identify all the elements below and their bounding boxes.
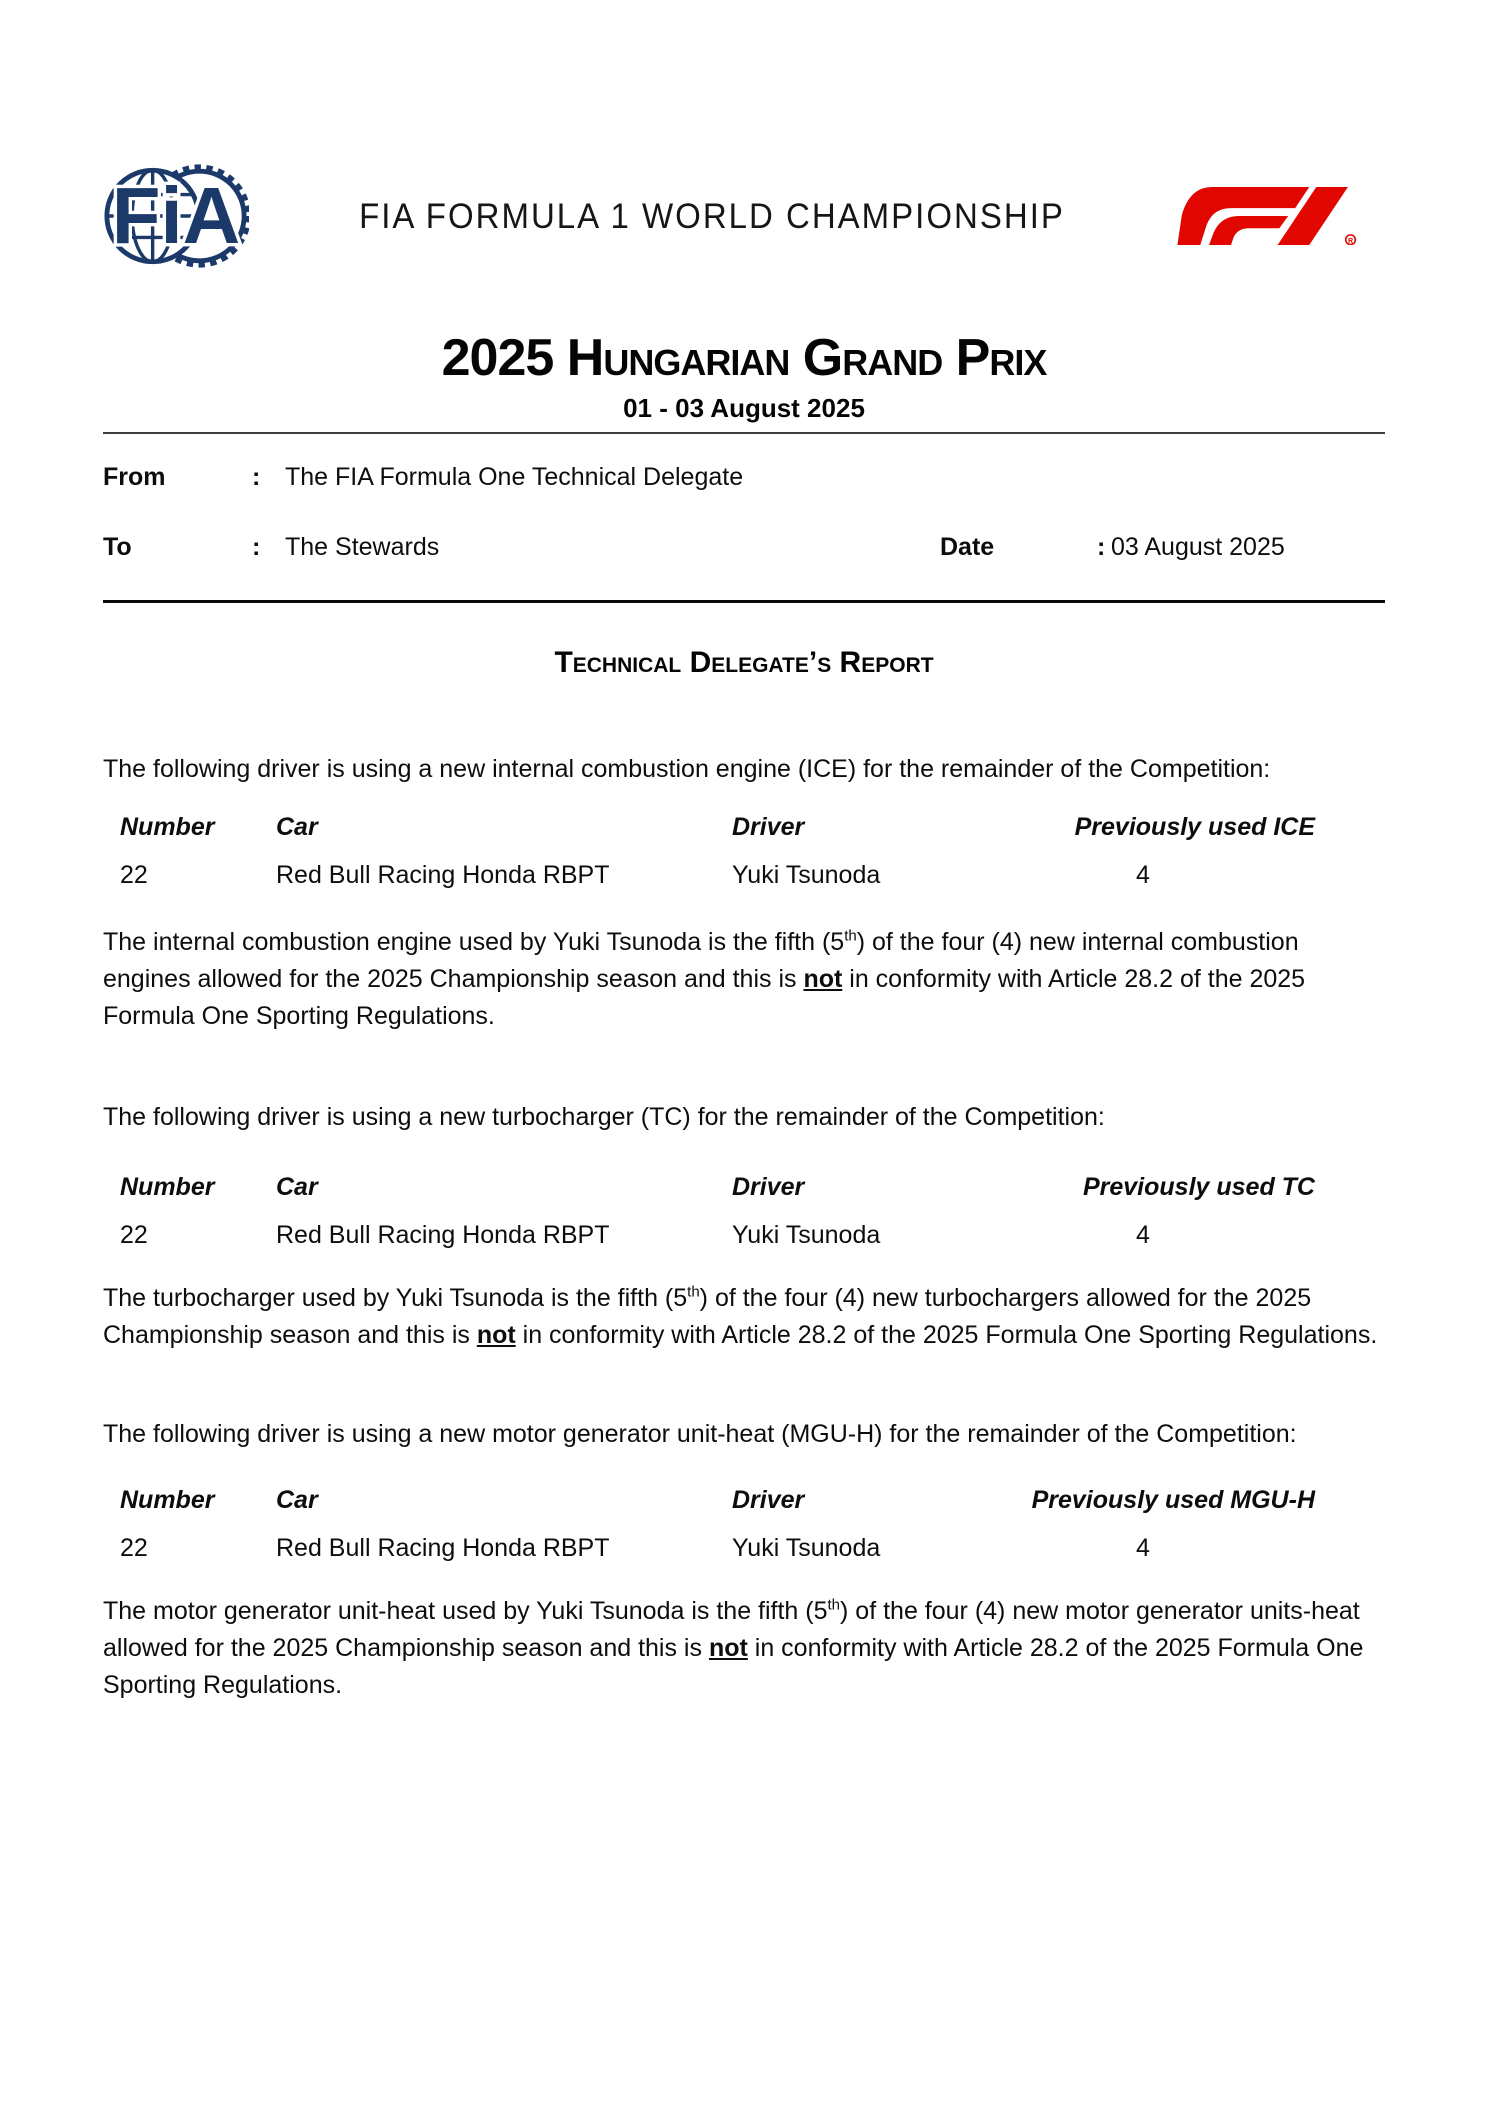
cell-number: 22 <box>120 1221 148 1249</box>
from-value: The FIA Formula One Technical Delegate <box>285 463 744 491</box>
from-label: From <box>103 463 166 491</box>
detail-text: The motor generator unit-heat used by Yuki Tsunoda is the fifth (5 <box>103 1597 828 1625</box>
registered-mark: R <box>1348 237 1354 245</box>
column-header-number: Number <box>120 1486 215 1514</box>
event-dates: 01 - 03 August 2025 <box>623 393 865 423</box>
fia-logo-icon <box>103 150 249 282</box>
to-label: To <box>103 533 132 561</box>
mguh-table <box>120 1485 1315 1563</box>
not-emphasis: not <box>476 1321 516 1349</box>
column-header-driver: Driver <box>732 813 805 841</box>
tc-table <box>120 1172 1315 1250</box>
column-header-car: Car <box>276 1486 318 1514</box>
cell-driver: Yuki Tsunoda <box>732 861 881 889</box>
f1-logo-icon <box>1175 187 1360 245</box>
tc-detail-paragraph <box>103 1280 1385 1354</box>
report-heading: Technical Delegate’s Report <box>554 646 934 679</box>
detail-text: ) of the four (4) new turbochargers allowed for the 2025 Championship season and this is <box>103 1284 1312 1349</box>
detail-text: in conformity with Article 28.2 of the 2025 Formula One Sporting Regulations. <box>515 1321 1378 1349</box>
cell-number: 22 <box>120 1534 148 1562</box>
cell-car: Red Bull Racing Honda RBPT <box>276 1221 610 1249</box>
date-colon: : <box>1097 533 1106 561</box>
detail-text: ) of the four (4) new internal combustion engines allowed for the 2025 Championship season and this is <box>103 928 1299 993</box>
mguh-intro-paragraph: The following driver is using a new motor generator unit-heat (MGU-H) for the remainder of the Competition: <box>103 1420 1297 1448</box>
detail-text: The internal combustion engine used by Yuki Tsunoda is the fifth (5 <box>103 928 845 956</box>
divider-bottom <box>103 600 1385 603</box>
cell-previously-used: 4 <box>1136 1534 1150 1562</box>
document-header <box>103 0 1385 282</box>
column-header-previously-used: Previously used MGU-H <box>1031 1486 1315 1514</box>
column-header-number: Number <box>120 813 215 841</box>
cell-driver: Yuki Tsunoda <box>732 1221 881 1249</box>
cell-previously-used: 4 <box>1136 1221 1150 1249</box>
cell-car: Red Bull Racing Honda RBPT <box>276 861 610 889</box>
event-title: 2025 Hungarian Grand Prix <box>441 329 1047 387</box>
column-header-previously-used: Previously used ICE <box>1074 813 1315 841</box>
column-header-car: Car <box>276 1173 318 1201</box>
divider-top <box>103 432 1385 434</box>
detail-text: The turbocharger used by Yuki Tsunoda is the fifth (5 <box>103 1284 688 1312</box>
detail-text: in conformity with Article 28.2 of the 2025 Formula One Sporting Regulations. <box>103 1634 1364 1699</box>
column-header-car: Car <box>276 813 318 841</box>
date-value: 03 August 2025 <box>1111 533 1285 561</box>
column-header-driver: Driver <box>732 1486 805 1514</box>
not-emphasis: not <box>803 965 843 993</box>
ice-intro-paragraph: The following driver is using a new internal combustion engine (ICE) for the remainder of the Competition: <box>103 755 1271 783</box>
mguh-detail-paragraph <box>103 1593 1385 1704</box>
from-colon: : <box>252 463 261 491</box>
ice-table <box>120 812 1315 890</box>
ice-detail-paragraph <box>103 924 1385 1035</box>
column-header-driver: Driver <box>732 1173 805 1201</box>
cell-car: Red Bull Racing Honda RBPT <box>276 1534 610 1562</box>
to-colon: : <box>252 533 261 561</box>
date-group <box>940 532 1285 562</box>
date-label: Date <box>940 533 995 561</box>
detail-text: in conformity with Article 28.2 of the 2025 Formula One Sporting Regulations. <box>103 965 1306 1030</box>
f1-logo <box>1175 187 1385 245</box>
cell-driver: Yuki Tsunoda <box>732 1534 881 1562</box>
column-header-number: Number <box>120 1173 215 1201</box>
tc-intro-paragraph: The following driver is using a new turbocharger (TC) for the remainder of the Competition: <box>103 1103 1105 1131</box>
fia-logo-text: FiA <box>111 171 241 261</box>
from-row <box>103 462 1385 492</box>
ordinal-superscript: th <box>827 1596 841 1614</box>
column-header-previously-used: Previously used TC <box>1082 1173 1315 1201</box>
ordinal-superscript: th <box>844 927 857 945</box>
not-emphasis: not <box>708 1634 748 1662</box>
championship-title: FIA FORMULA 1 WORLD CHAMPIONSHIP <box>359 195 1065 236</box>
cell-previously-used: 4 <box>1136 861 1150 889</box>
to-value: The Stewards <box>285 533 440 561</box>
to-row <box>103 532 1385 562</box>
cell-number: 22 <box>120 861 148 889</box>
detail-text: ) of the four (4) new motor generator units-heat allowed for the 2025 Championship season and this is <box>103 1597 1360 1662</box>
ordinal-superscript: th <box>687 1283 700 1301</box>
